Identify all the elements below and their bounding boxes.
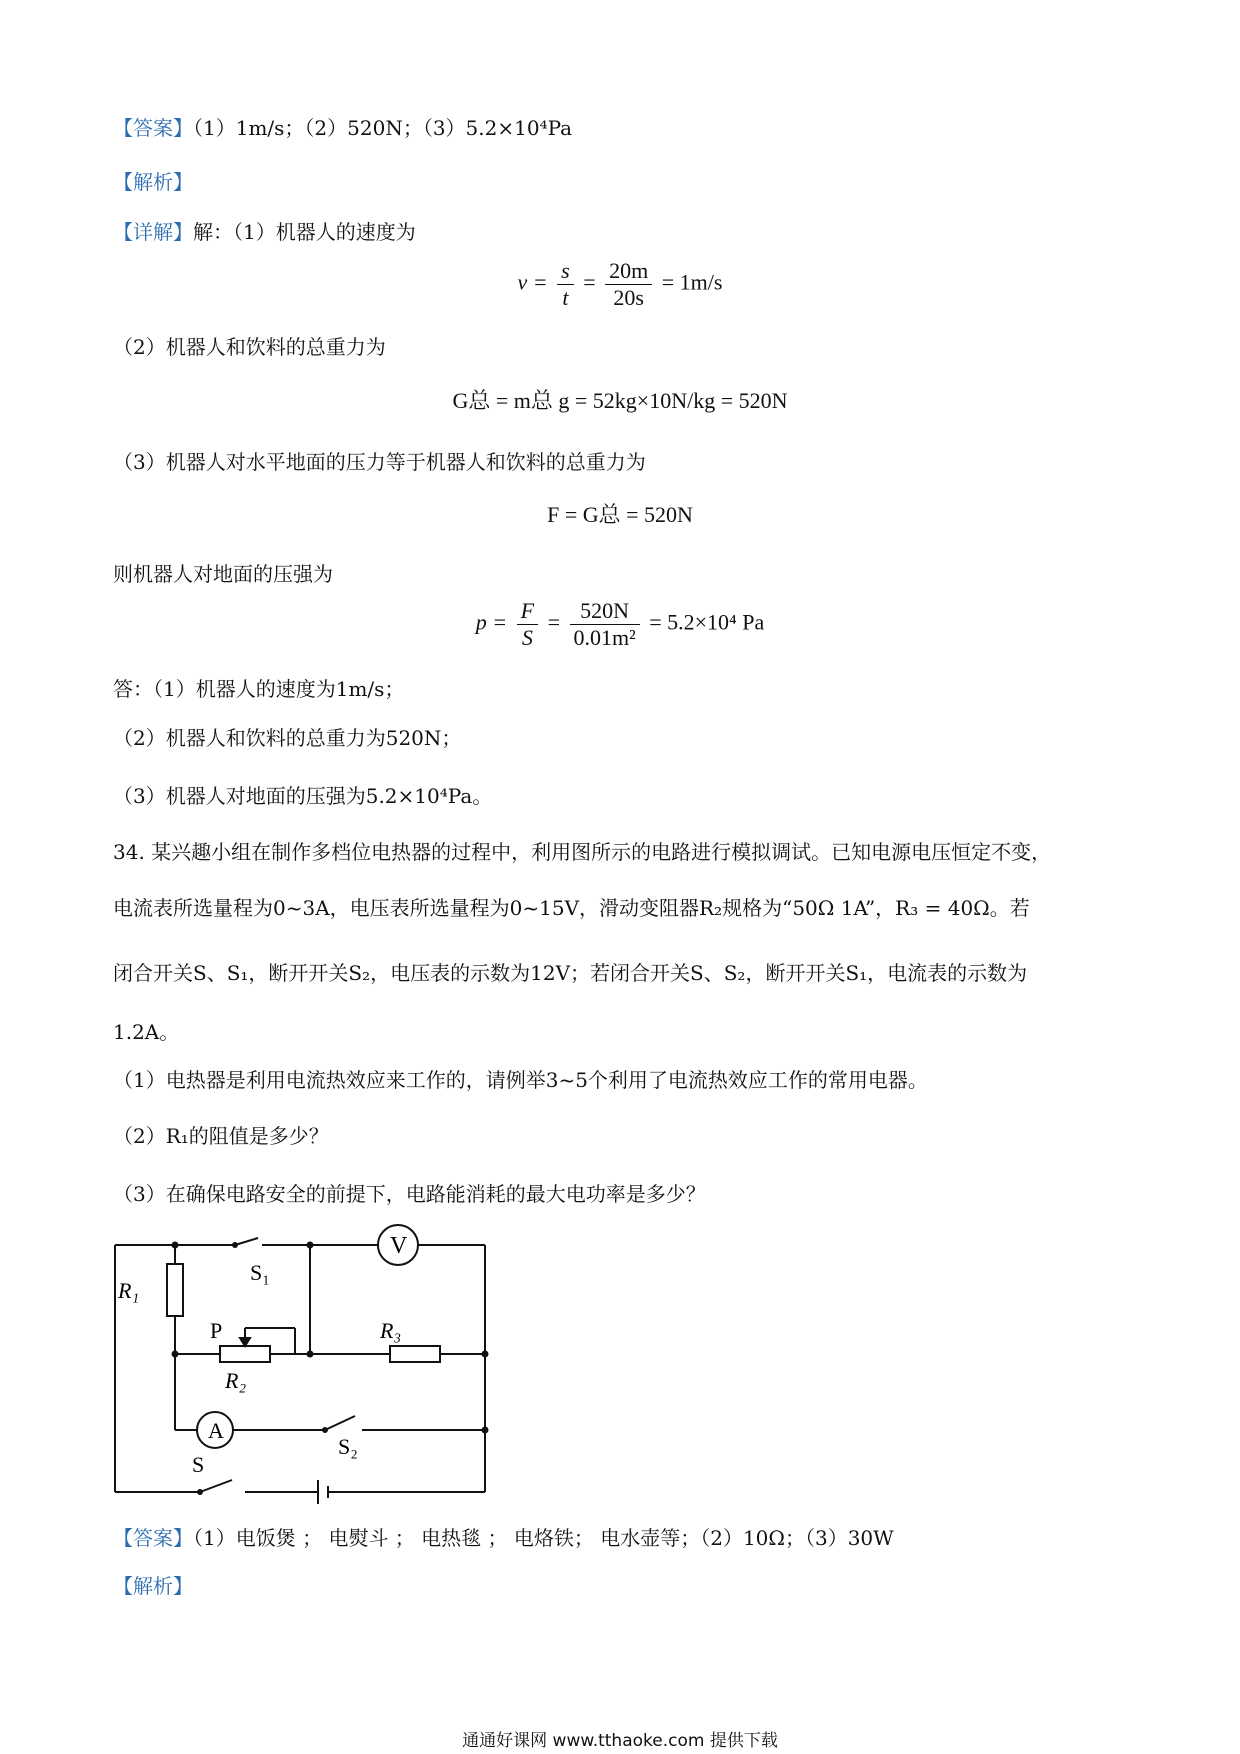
page-footer: 通通好课网 www.tthaoke.com 提供下载	[462, 1731, 778, 1751]
analysis-tag: 【解析】	[113, 1574, 193, 1598]
detail-line	[113, 218, 416, 246]
detail-text: 解：（1）机器人的速度为	[193, 220, 416, 244]
answer-line	[113, 114, 572, 142]
equation-weight: G总 = m总 g = 52kg×10N/kg = 520N	[452, 388, 788, 413]
fraction	[557, 258, 574, 311]
answer-text: （1）1m/s；（2）520N；（3）5.2×10⁴Pa	[193, 116, 573, 140]
answer-tag: 【答案】	[113, 116, 193, 140]
switch-s-label: S	[192, 1452, 205, 1477]
subquestion: （3）在确保电路安全的前提下，电路能消耗的最大电功率是多少？	[113, 1182, 706, 1206]
r3-label: R₃	[380, 1318, 402, 1343]
voltmeter-label: V	[390, 1233, 408, 1259]
equation-velocity	[0, 258, 1240, 311]
fraction	[605, 258, 652, 311]
subquestion: （2）R₁的阻值是多少？	[113, 1124, 329, 1148]
eq-rhs: = 1m/s	[661, 269, 723, 295]
conclusion-line: 答：（1）机器人的速度为1m/s；	[113, 677, 405, 701]
detail-tag: 【详解】	[113, 220, 193, 244]
question-34-line: 34. 某兴趣小组在制作多档位电热器的过程中，利用图所示的电路进行模拟调试。已知电源电压恒定不变，	[113, 840, 1052, 864]
eq-lhs: p =	[475, 609, 508, 635]
subquestion: （1）电热器是利用电流热效应来工作的，请例举3~5个利用了电流热效应工作的常用电器。	[113, 1068, 928, 1092]
conclusion-line: （2）机器人和饮料的总重力为520N；	[113, 726, 462, 750]
denominator: S	[521, 625, 533, 650]
r2-label: R₂	[225, 1368, 247, 1393]
question-34-line: 闭合开关S、S₁，断开开关S₂，电压表的示数为12V；若闭合开关S、S₂，断开开关S₁，电流表的示数为	[113, 961, 1028, 985]
ammeter-label: A	[208, 1418, 224, 1443]
circuit-diagram	[100, 1220, 520, 1520]
equals: =	[583, 269, 596, 295]
numerator: F	[517, 598, 538, 625]
eq-rhs: = 5.2×10⁴ Pa	[649, 609, 765, 635]
denominator: 0.01m²	[573, 625, 636, 650]
equals: =	[547, 609, 561, 635]
answer-tag: 【答案】	[113, 1526, 193, 1550]
fraction	[517, 598, 538, 651]
numerator: 20m	[605, 258, 652, 285]
numerator: 520N	[570, 598, 640, 625]
denominator: t	[562, 285, 569, 310]
switch-s2-label: S₂	[338, 1434, 358, 1459]
equation-pressure	[0, 598, 1240, 651]
fraction	[570, 598, 640, 651]
conclusion-line: （3）机器人对地面的压强为5.2×10⁴Pa。	[113, 784, 493, 808]
answer-line	[113, 1524, 894, 1552]
step2-text: （2）机器人和饮料的总重力为	[113, 335, 386, 359]
r1-label: R₁	[118, 1278, 140, 1303]
numerator: s	[557, 258, 574, 285]
slider-p-label: P	[210, 1318, 223, 1343]
step4-text: 则机器人对地面的压强为	[113, 562, 333, 586]
question-34-line: 1.2A。	[113, 1020, 180, 1044]
answer-text: （1）电饭煲 ； 电熨斗 ； 电热毯 ； 电烙铁； 电水壶等；（2）10Ω；（3）30W	[193, 1526, 894, 1550]
equation-force: F = G总 = 520N	[547, 502, 693, 527]
step3-text: （3）机器人对水平地面的压力等于机器人和饮料的总重力为	[113, 450, 646, 474]
analysis-tag: 【解析】	[113, 170, 193, 194]
switch-s1-label: S₁	[250, 1260, 270, 1285]
denominator: 20s	[613, 285, 644, 310]
question-34-line: 电流表所选量程为0~3A，电压表所选量程为0~15V，滑动变阻器R₂规格为“50Ω 1A”，R₃ = 40Ω。若	[113, 896, 1030, 920]
eq-lhs: v =	[517, 269, 548, 295]
